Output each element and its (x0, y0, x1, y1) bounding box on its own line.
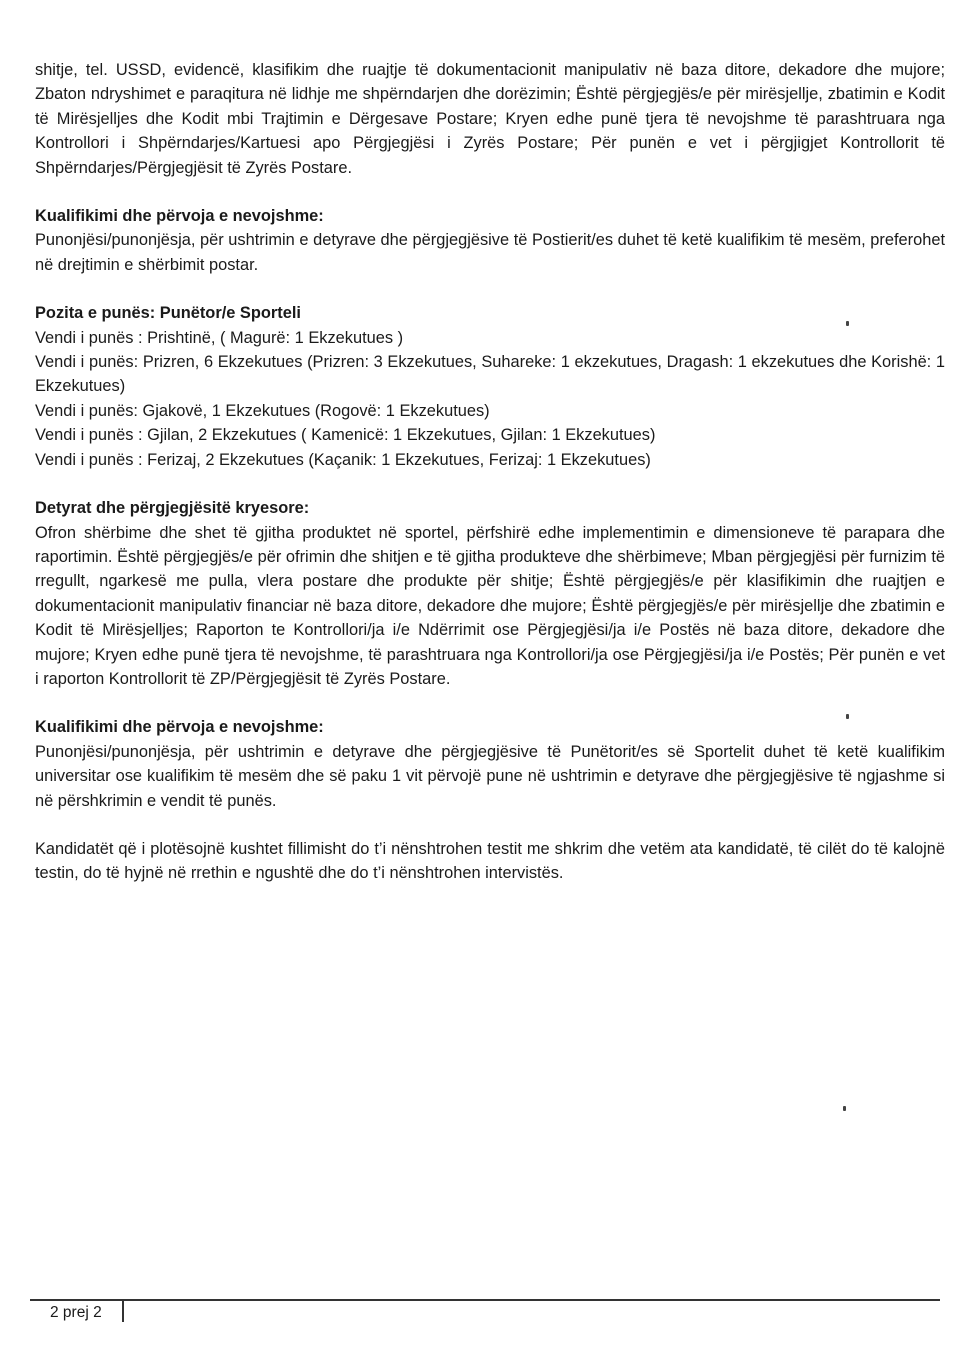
scan-speck (843, 1106, 846, 1111)
location-line: Vendi i punës: Gjakovë, 1 Ekzekutues (Rogovë: 1 Ekzekutues) (35, 401, 490, 420)
position-heading: Pozita e punës: Punëtor/e Sporteli (35, 304, 301, 323)
qualification-heading-1: Kualifikimi dhe përvoja e nevojshme: (35, 207, 324, 226)
location-line: Vendi i punës : Gjilan, 2 Ekzekutues ( Kamenicë: 1 Ekzekutues, Gjilan: 1 Ekzekutues) (35, 426, 656, 445)
footer-vertical-bar (122, 1300, 124, 1322)
location-line: Vendi i punës: Prizren, 6 Ekzekutues (Prizren: 3 Ekzekutues, Suhareke: 1 ekzekutues, Dragash: 1 ekzekutues dhe Korishë: 1 Ekzekutues) (35, 353, 945, 396)
qualification-heading-2: Kualifikimi dhe përvoja e nevojshme: (35, 718, 324, 737)
footer-divider (30, 1299, 940, 1301)
scan-speck (846, 714, 849, 719)
qualification-text-2: Punonjësi/punonjësja, për ushtrimin e detyrave dhe përgjegjësive të Punëtorit/es së Sportelit duhet të ketë kualifikim universitar ose kualifikim të mesëm dhe së paku 1 vit përvojë pune në ushtrimin e detyrave dhe përgjegjësive të ngjashme si në përshkrimin e vendit të punës. (35, 742, 945, 810)
duties-heading: Detyrat dhe përgjegjësitë kryesore: (35, 499, 310, 518)
intro-paragraph: shitje, tel. USSD, evidencë, klasifikim dhe ruajtje të dokumentacionit manipulativ në baza ditore, dekadore dhe mujore; Zbaton ndryshimet e paraqitura në lidhje me shpërndarjen dhe dorëzimin; Është përgjegjës/e për mirësjellje, zbatimin e Kodit të Mirësjelljes dhe Kodit mbi Trajtimin e Dërgesave Postare; Kryen edhe punë tjera të nevojshme të parashtruara nga Kontrollori i Shpërndarjes/Kartuesi apo Përgjegjësi i Zyrës Postare; Për punën e vet i përgjigjet Kontrollorit të Shpërndarjes/Përgjegjësit të Zyrës Postare. (35, 61, 945, 177)
duties-text: Ofron shërbime dhe shet të gjitha produktet në sportel, përfshirë edhe implementimin e dimensioneve të parapara dhe raportimin. Është përgjegjës/e për ofrimin dhe shitjen e të gjitha produkteve dhe shërbimeve; Mban përgjegjësi për furnizim të rregullt, ngarkesë me pulla, vlera postare dhe produkte për shitje; Është përgjegjës/e për klasifikimin dhe ruajtjen e dokumentacionit manipulativ financiar në baza ditore, dekadore dhe mujore; Është përgjegjës/e për mirësjellje dhe zbatimin e Kodit të Mirësjelljes; Raporton te Kontrollori/ja i/e Ndërrimit ose Përgjegjësi/ja i/e Postës në baza ditore, dekadore dhe mujore; Kryen edhe punë tjera të nevojshme, të parashtruara nga Kontrollori/ja ose Përgjegjësi/ja i/e Postës; Për punën e vet i raporton Kontrollorit të ZP/Përgjegjësit të Zyrës Postare. (35, 523, 945, 688)
page-number: 2 prej 2 (50, 1304, 102, 1321)
location-line: Vendi i punës : Prishtinë, ( Magurë: 1 Ekzekutues ) (35, 328, 404, 347)
document-body (35, 58, 945, 886)
qualification-text-1: Punonjësi/punonjësja, për ushtrimin e detyrave dhe përgjegjësive të Postierit/es duhet të ketë kualifikim të mesëm, preferohet në drejtimin e shërbimit postar. (35, 231, 945, 274)
location-line: Vendi i punës : Ferizaj, 2 Ekzekutues (Kaçanik: 1 Ekzekutues, Ferizaj: 1 Ekzekutues) (35, 450, 651, 469)
closing-paragraph: Kandidatët që i plotësojnë kushtet fillimisht do t’i nënshtrohen testit me shkrim dhe vetëm ata kandidatë, të cilët do të kalojnë testin, do të hyjnë në rrethin e ngushtë dhe do t’i nënshtrohen intervistës. (35, 839, 945, 883)
scan-speck (846, 321, 849, 326)
